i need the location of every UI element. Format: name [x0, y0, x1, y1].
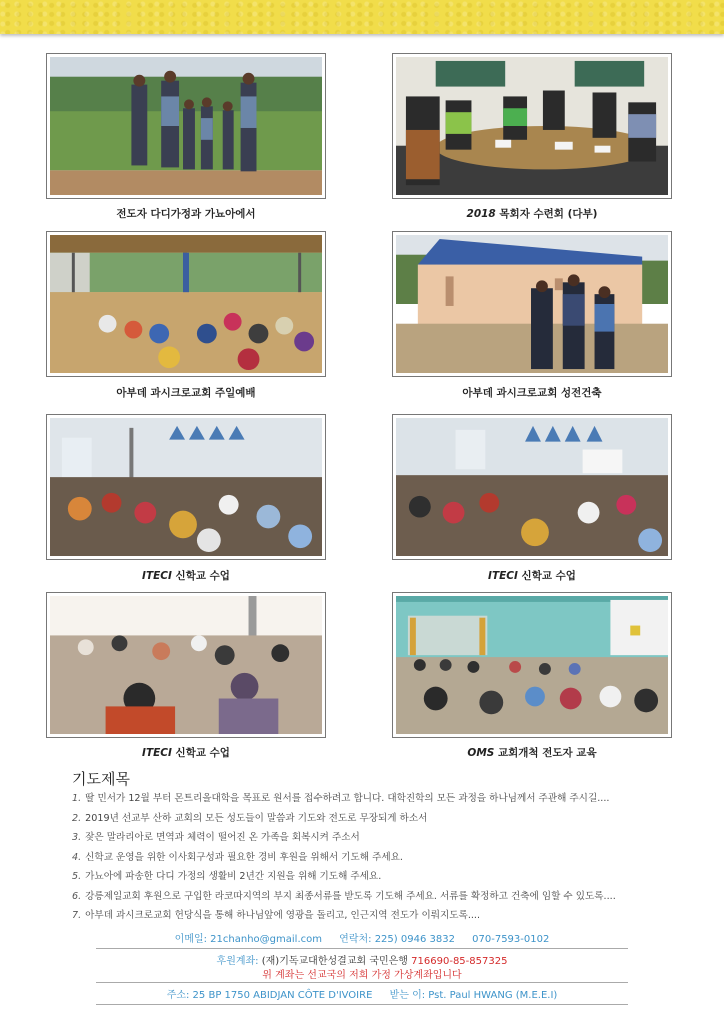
account-label: 후원계좌: — [216, 956, 259, 967]
photo-caption-1: 전도자 다디가정과 가뇨아에서 — [116, 208, 256, 220]
photo-caption-4: 아부데 과시크로교회 성전건축 — [462, 387, 602, 399]
contact-line — [96, 930, 628, 945]
photo-caption-3: 아부데 과시크로교회 주일예배 — [116, 387, 256, 399]
photo-caption-8: OMS 교회개척 전도자 교육 — [467, 747, 597, 759]
email[interactable]: 이메일: 21chanho@gmail.com — [174, 934, 322, 945]
prayer-title: 기도제목 — [72, 770, 130, 788]
photo-frame-3 — [46, 231, 326, 377]
photo-frame-2 — [392, 53, 672, 199]
photo-frame-1 — [46, 53, 326, 199]
photo-frame-7 — [46, 592, 326, 738]
photo-caption-5: ITECI 신학교 수업 — [142, 570, 230, 582]
photo-seminar-hall — [396, 596, 668, 734]
photo-caption-2: 2018 목회자 수련회 (다부) — [466, 208, 598, 220]
recipient: 받는 이: Pst. Paul HWANG (M.E.E.I) — [389, 990, 558, 1001]
divider — [96, 1004, 628, 1005]
prayer-item: 3. 잦은 말라리아로 면역과 체력이 떨어진 온 가족을 회복시켜 주소서 — [72, 832, 360, 843]
photo-classroom-bright — [50, 596, 322, 734]
prayer-item: 2. 2019년 선교부 산하 교회의 모든 성도들이 말씀과 기도와 전도로 무장되게 하소서 — [72, 812, 428, 824]
photo-church-building — [396, 235, 668, 373]
account-number: 716690-85-857325 — [411, 956, 508, 967]
divider — [96, 948, 628, 949]
prayer-item: 6. 강릉제일교회 후원으로 구입한 라코따지역의 부지 최종서류를 받도록 기도해 주세요. 서류를 확정하고 건축에 임할 수 있도록.... — [72, 890, 616, 902]
photo-frame-4 — [392, 231, 672, 377]
prayer-item: 1. 딸 민서가 12월 부터 몬트리올대학을 목표로 원서를 접수하려고 합니다. 대학진학의 모든 과정을 하나님께서 주관해 주시길.... — [72, 793, 610, 804]
prayer-item: 4. 신학교 운영을 위한 이사회구성과 필요한 경비 후원을 위해서 기도해 주세요. — [72, 851, 403, 863]
address: 주소: 25 BP 1750 ABIDJAN CÔTE D'IVOIRE — [166, 990, 373, 1001]
photo-open-shelter-worship — [50, 235, 322, 373]
photo-classroom — [50, 418, 322, 556]
bank-name: 국민은행 — [369, 956, 408, 967]
account-org: (재)기독교대한성결교회 — [261, 956, 367, 967]
photo-classroom-2 — [396, 418, 668, 556]
prayer-item: 5. 가뇨아에 파송한 다디 가정의 생활비 2년간 지원을 위해 기도해 주세요. — [72, 871, 382, 882]
divider — [96, 982, 628, 983]
prayer-list — [72, 789, 672, 926]
account-note: 위 계좌는 선교국의 저희 가정 가상계좌입니다 — [262, 970, 462, 981]
phone: 연락처: 225) 0946 3832 — [339, 934, 455, 945]
photo-outdoor-group — [50, 57, 322, 195]
top-banner — [0, 0, 724, 34]
photo-frame-8 — [392, 592, 672, 738]
photo-caption-7: ITECI 신학교 수업 — [142, 747, 230, 759]
photo-frame-6 — [392, 414, 672, 560]
photo-meeting-table — [396, 57, 668, 195]
photo-caption-6: ITECI 신학교 수업 — [488, 570, 576, 582]
phone-2: 070-7593-0102 — [472, 934, 550, 945]
photo-frame-5 — [46, 414, 326, 560]
prayer-item: 7. 아부데 과시크로교회 헌당식을 통해 하나님앞에 영광을 돌리고, 인근지역 전도가 이뤄지도록.... — [72, 910, 481, 921]
address-line — [96, 986, 628, 1001]
account-line — [96, 952, 628, 967]
